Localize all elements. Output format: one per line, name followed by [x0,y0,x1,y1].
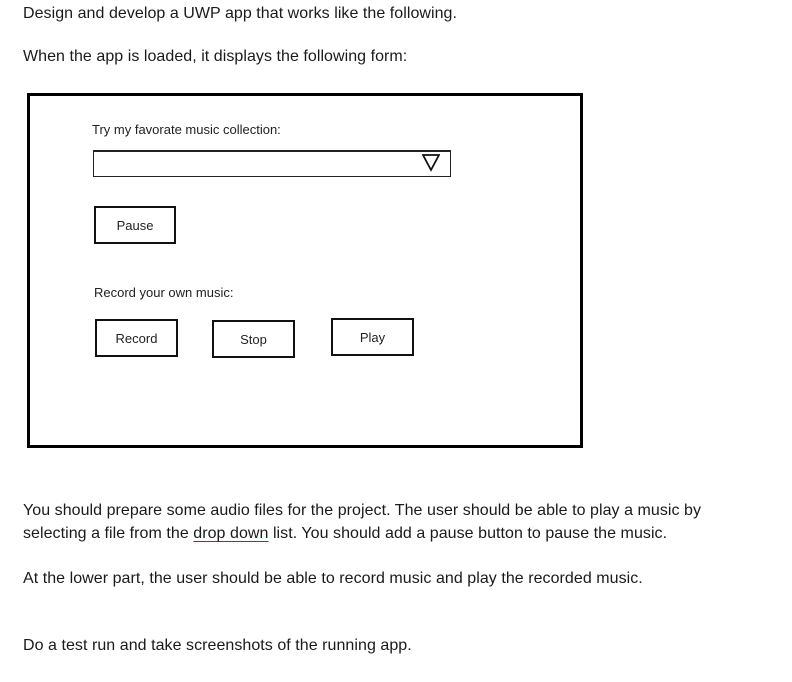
play-button[interactable]: Play [331,318,414,356]
instruction-test-run: Do a test run and take screenshots of the running app. [23,637,412,654]
music-dropdown[interactable] [93,150,451,177]
instruction-intro: When the app is loaded, it displays the following form: [23,48,408,65]
prepare-text-after: list. You should add a pause button to pause the music. [268,525,668,542]
prepare-text-before: You should prepare some audio files for the project. The user should be able to play a music by selecting a file from the [23,502,702,542]
form-mockup [27,93,583,448]
record-section-label: Record your own music: [94,285,234,300]
stop-button[interactable]: Stop [212,320,295,358]
instruction-title: Design and develop a UWP app that works like the following. [23,5,458,22]
pause-button[interactable]: Pause [94,206,176,244]
down-triangle-icon [422,154,440,172]
record-button[interactable]: Record [95,319,178,357]
drop-down-link: drop down [193,525,269,542]
instruction-prepare [23,499,763,545]
instruction-lower-part: At the lower part, the user should be able to record music and play the recorded music. [23,570,643,587]
favorite-music-label: Try my favorate music collection: [92,122,281,137]
